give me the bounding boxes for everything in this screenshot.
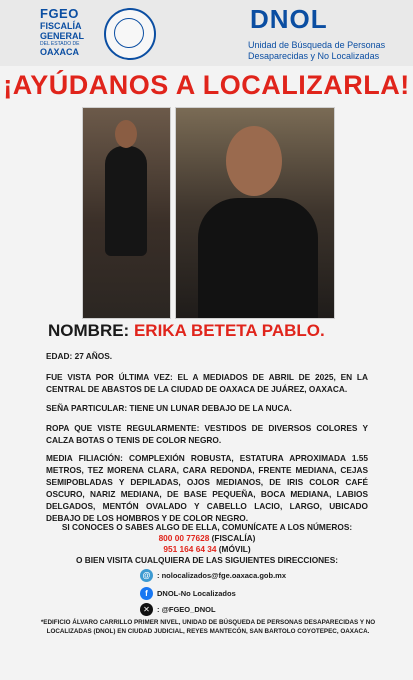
contact-phone2-line [46,544,368,555]
filiation-text: MEDIA FILIACIÓN: COMPLEXIÓN ROBUSTA, ESTATURA APROXIMADA 1.55 METROS, TEZ MORENA CLARA, CARA REDONDA, FRENTE MEDIANA, CEJAS SEMIPOBLADAS Y DEPILADAS, OJOS MEDIANOS, DE IRIS COLOR CAFÉ OSCURO, NARIZ MEDIANA, DE BASE PEQUEÑA, BOCA MEDIANA, LABIOS DELGADOS, MENTÓN OVALADO Y CABELLO LACIO, LARGO, UBICADO DEBAJO DE LOS HOMBROS Y DE COLOR NEGRO. [46,453,368,523]
footer-address: *EDIFICIO ÁLVARO CARRILLO PRIMER NIVEL, UNIDAD DE BÚSQUEDA DE PERSONAS DESAPARECIDAS Y NO LOCALIZADAS (DNOL) EN CIUDAD JUDICIAL, REYES MANTECÓN, SAN BARTOLO COYOTEPEC, OAXACA. [40,619,376,635]
contact-intro: SI CONOCES O SABES ALGO DE ELLA, COMUNÍCATE A LOS NÚMEROS: [61,522,353,532]
photo-figure [105,146,147,256]
phone1-number[interactable]: 800 00 77628 [158,533,210,543]
fgeo-name-line4: OAXACA [40,47,80,57]
photo-figure [198,198,318,318]
x-icon: ✕ [140,603,153,616]
phone2-note: (MÓVIL) [218,544,251,554]
contact-phone1-line [46,533,368,544]
phone1-note: (FISCALÍA) [211,533,256,543]
mail-icon: @ [140,569,153,582]
dnol-title: DNOL [250,4,328,34]
name-value: ERIKA BETETA PABLO. [133,321,325,340]
fgeo-name-line3: DEL ESTADO DE [40,41,80,47]
person-photo-portrait [175,107,335,319]
photo-head [226,126,282,196]
phone2-number[interactable]: 951 164 64 34 [163,544,217,554]
fgeo-seal-icon [104,8,156,60]
facebook-icon: f [140,587,153,600]
fgeo-logo [40,6,100,57]
person-photo-full-body [82,107,171,319]
x-link[interactable]: : @FGEO_DNOL [157,604,216,614]
fgeo-name-line1: FISCALÍA [40,21,82,31]
email-link[interactable]: : nolocalizados@fge.oaxaca.gob.mx [157,570,287,580]
contact-block [46,522,368,566]
name-line [48,321,325,341]
name-label: NOMBRE: [48,321,130,340]
photo-head [115,120,137,148]
last-seen-text: FUE VISTA POR ÚLTIMA VEZ: EL A MEDIADOS DE ABRIL DE 2025, EN LA CENTRAL DE ABASTOS DE LA CIUDAD DE OAXACA DE JUÁREZ, OAXACA. [46,372,368,394]
social-facebook-row[interactable] [140,586,236,600]
seal-inner-ring [114,18,144,48]
contact-outro: O BIEN VISITA CUALQUIERA DE LAS SIGUIENTES DIRECCIONES: [76,555,338,565]
dnol-subtitle: Unidad de Búsqueda de Personas Desaparecidas y No Localizadas [248,40,386,61]
particular-mark-text: SEÑA PARTICULAR: TIENE UN LUNAR DEBAJO DE LA NUCA. [46,403,292,413]
fgeo-name-line2: GENERAL [40,31,85,41]
social-email-row[interactable] [140,568,286,582]
social-x-row[interactable] [140,602,216,616]
facebook-link[interactable]: DNOL-No Localizados [157,588,236,598]
headline: ¡AYÚDANOS A LOCALIZARLA! [3,70,410,100]
clothes-text: ROPA QUE VISTE REGULARMENTE: VESTIDOS DE DIVERSOS COLORES Y CALZA BOTAS O TENIS DE COLOR NEGRO. [46,423,368,445]
header-bar [0,0,413,66]
age-text: EDAD: 27 AÑOS. [46,351,113,361]
fgeo-logo-mark: FGEO [40,6,79,21]
